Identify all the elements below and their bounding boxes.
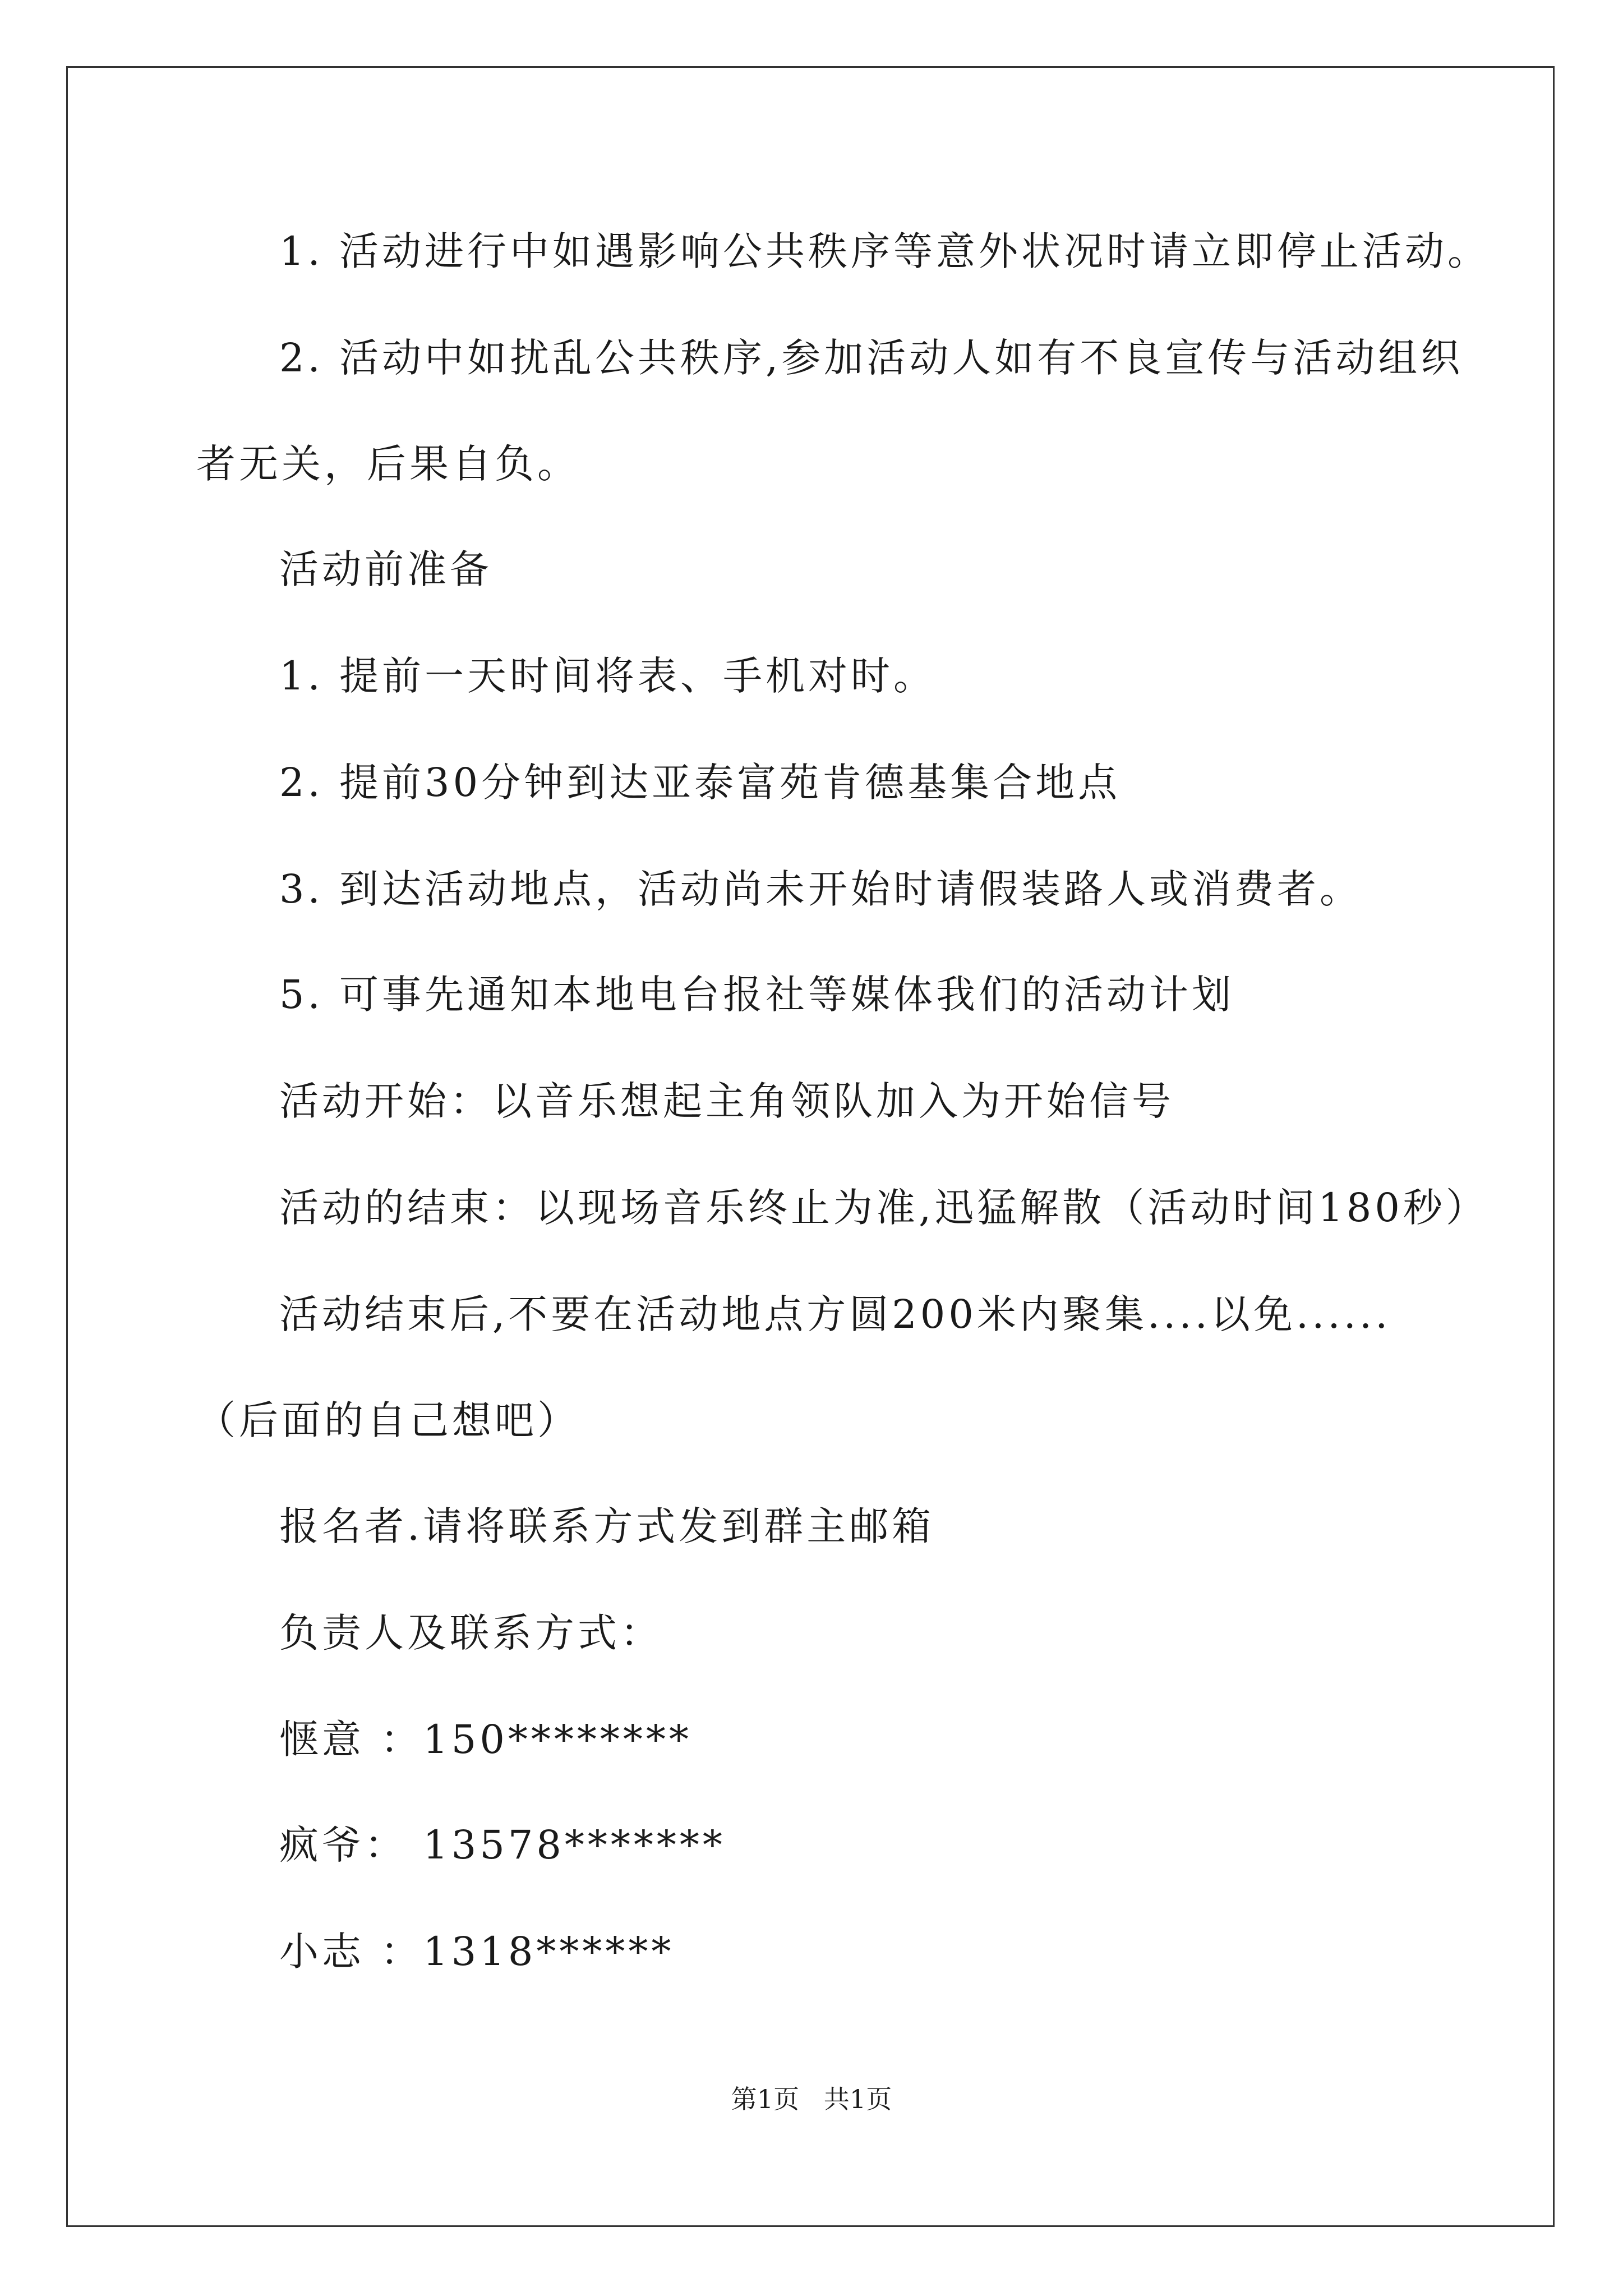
text-line-11: 活动结束后,不要在活动地点方圆200米内聚集....以免...... — [279, 1291, 1391, 1337]
text-line-3: 者无关，后果自负。 — [196, 441, 580, 487]
text-line-7: 3. 到达活动地点，活动尚未开始时请假装路人或消费者。 — [279, 866, 1363, 912]
text-line-2: 2. 活动中如扰乱公共秩序,参加活动人如有不良宣传与活动组织 — [279, 335, 1464, 381]
text-line-12: （后面的自己想吧） — [196, 1397, 580, 1443]
text-line-9: 活动开始：以音乐想起主角领队加入为开始信号 — [279, 1078, 1174, 1124]
text-line-1: 1. 活动进行中如遇影响公共秩序等意外状况时请立即停止活动。 — [279, 228, 1491, 274]
contact-line-2: 疯爷： 13578******* — [279, 1822, 726, 1868]
text-line-8: 5. 可事先通知本地电台报社等媒体我们的活动计划 — [279, 972, 1235, 1018]
page-border — [66, 66, 1555, 2227]
text-line-6: 2. 提前30分钟到达亚泰富苑肯德基集合地点 — [279, 760, 1121, 806]
section-heading-preparation: 活动前准备 — [279, 546, 492, 592]
contact-line-1: 惬意 ：150******** — [279, 1717, 692, 1763]
text-line-5: 1. 提前一天时间将表、手机对时。 — [279, 653, 937, 699]
text-line-10: 活动的结束：以现场音乐终止为准,迅猛解散（活动时间180秒） — [279, 1185, 1488, 1231]
text-line-13: 报名者.请将联系方式发到群主邮箱 — [279, 1503, 935, 1549]
text-line-14: 负责人及联系方式： — [279, 1610, 663, 1656]
contact-line-3: 小志 ：1318****** — [279, 1929, 675, 1975]
page-footer: 第1页 共1页 — [731, 2084, 892, 2114]
